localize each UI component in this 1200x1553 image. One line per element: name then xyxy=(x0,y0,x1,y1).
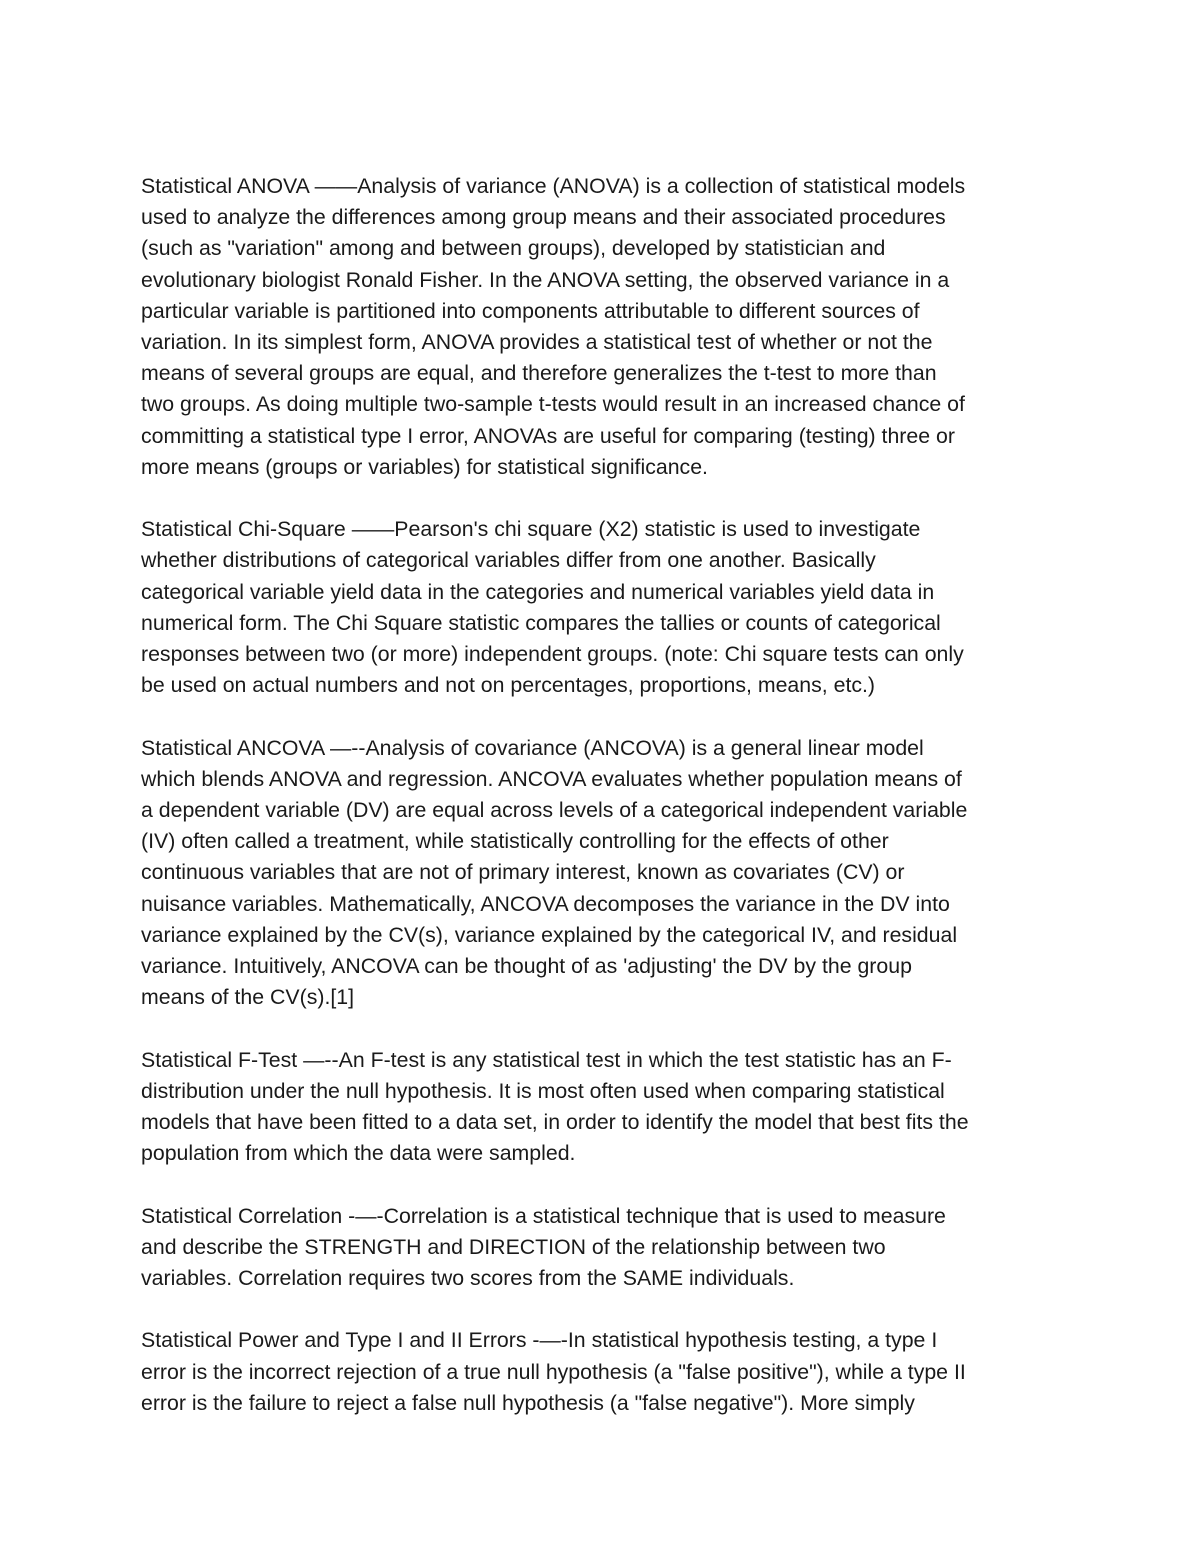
text-line: (IV) often called a treatment, while statistically controlling for the effects of other xyxy=(141,829,889,854)
text-line: Statistical Power and Type I and II Errors -—-In statistical hypothesis testing, a type I xyxy=(141,1328,938,1353)
text-line: two groups. As doing multiple two-sample t-tests would result in an increased chance of xyxy=(141,392,965,417)
text-line: distribution under the null hypothesis. It is most often used when comparing statistical xyxy=(141,1078,945,1103)
text-line: variance explained by the CV(s), variance explained by the categorical IV, and residual xyxy=(141,922,958,947)
document-body xyxy=(141,171,1066,1450)
paragraph xyxy=(141,733,1066,1014)
text-line: variance. Intuitively, ANCOVA can be thought of as 'adjusting' the DV by the group xyxy=(141,954,912,979)
text-line: Statistical F-Test —--An F-test is any statistical test in which the test statistic has an F- xyxy=(141,1047,952,1072)
text-line: particular variable is partitioned into components attributable to different sources of xyxy=(141,298,920,323)
text-line: responses between two (or more) independent groups. (note: Chi square tests can only xyxy=(141,642,964,667)
text-line: numerical form. The Chi Square statistic compares the tallies or counts of categorical xyxy=(141,610,941,635)
text-line: used to analyze the differences among group means and their associated procedures xyxy=(141,205,946,230)
text-line: variables. Correlation requires two scores from the SAME individuals. xyxy=(141,1266,795,1291)
text-line: a dependent variable (DV) are equal across levels of a categorical independent variable xyxy=(141,798,968,823)
text-line: more means (groups or variables) for statistical significance. xyxy=(141,454,708,479)
paragraph xyxy=(141,1201,1066,1295)
text-line: models that have been fitted to a data set, in order to identify the model that best fits the xyxy=(141,1110,969,1135)
text-line: committing a statistical type I error, ANOVAs are useful for comparing (testing) three or xyxy=(141,423,955,448)
text-line: and describe the STRENGTH and DIRECTION of the relationship between two xyxy=(141,1234,886,1259)
text-line: categorical variable yield data in the categories and numerical variables yield data in xyxy=(141,579,935,604)
text-line: means of several groups are equal, and therefore generalizes the t-test to more than xyxy=(141,361,937,386)
text-line: evolutionary biologist Ronald Fisher. In the ANOVA setting, the observed variance in a xyxy=(141,267,950,292)
text-line: nuisance variables. Mathematically, ANCOVA decomposes the variance in the DV into xyxy=(141,891,950,916)
text-line: (such as "variation" among and between groups), developed by statistician and xyxy=(141,236,886,261)
text-line: which blends ANOVA and regression. ANCOVA evaluates whether population means of xyxy=(141,766,962,791)
text-line: Statistical ANCOVA —--Analysis of covariance (ANCOVA) is a general linear model xyxy=(141,735,924,760)
paragraph xyxy=(141,1045,1066,1170)
text-line: whether distributions of categorical variables differ from one another. Basically xyxy=(141,548,876,573)
paragraph xyxy=(141,514,1066,701)
paragraph xyxy=(141,1325,1066,1419)
text-line: continuous variables that are not of primary interest, known as covariates (CV) or xyxy=(141,860,905,885)
text-line: error is the incorrect rejection of a true null hypothesis (a "false positive"), while a type II xyxy=(141,1359,966,1384)
text-line: be used on actual numbers and not on percentages, proportions, means, etc.) xyxy=(141,673,876,698)
paragraph xyxy=(141,171,1066,483)
text-line: variation. In its simplest form, ANOVA provides a statistical test of whether or not the xyxy=(141,330,933,355)
text-line: Statistical Correlation -—-Correlation is a statistical technique that is used to measure xyxy=(141,1203,946,1228)
text-line: population from which the data were sampled. xyxy=(141,1141,576,1166)
text-line: Statistical ANOVA ——Analysis of variance (ANOVA) is a collection of statistical models xyxy=(141,174,966,198)
text-line: means of the CV(s).[1] xyxy=(141,985,355,1010)
text-line: Statistical Chi-Square ——Pearson's chi square (X2) statistic is used to investigate xyxy=(141,517,921,542)
text-line: error is the failure to reject a false null hypothesis (a "false negative"). More simply xyxy=(141,1390,915,1415)
